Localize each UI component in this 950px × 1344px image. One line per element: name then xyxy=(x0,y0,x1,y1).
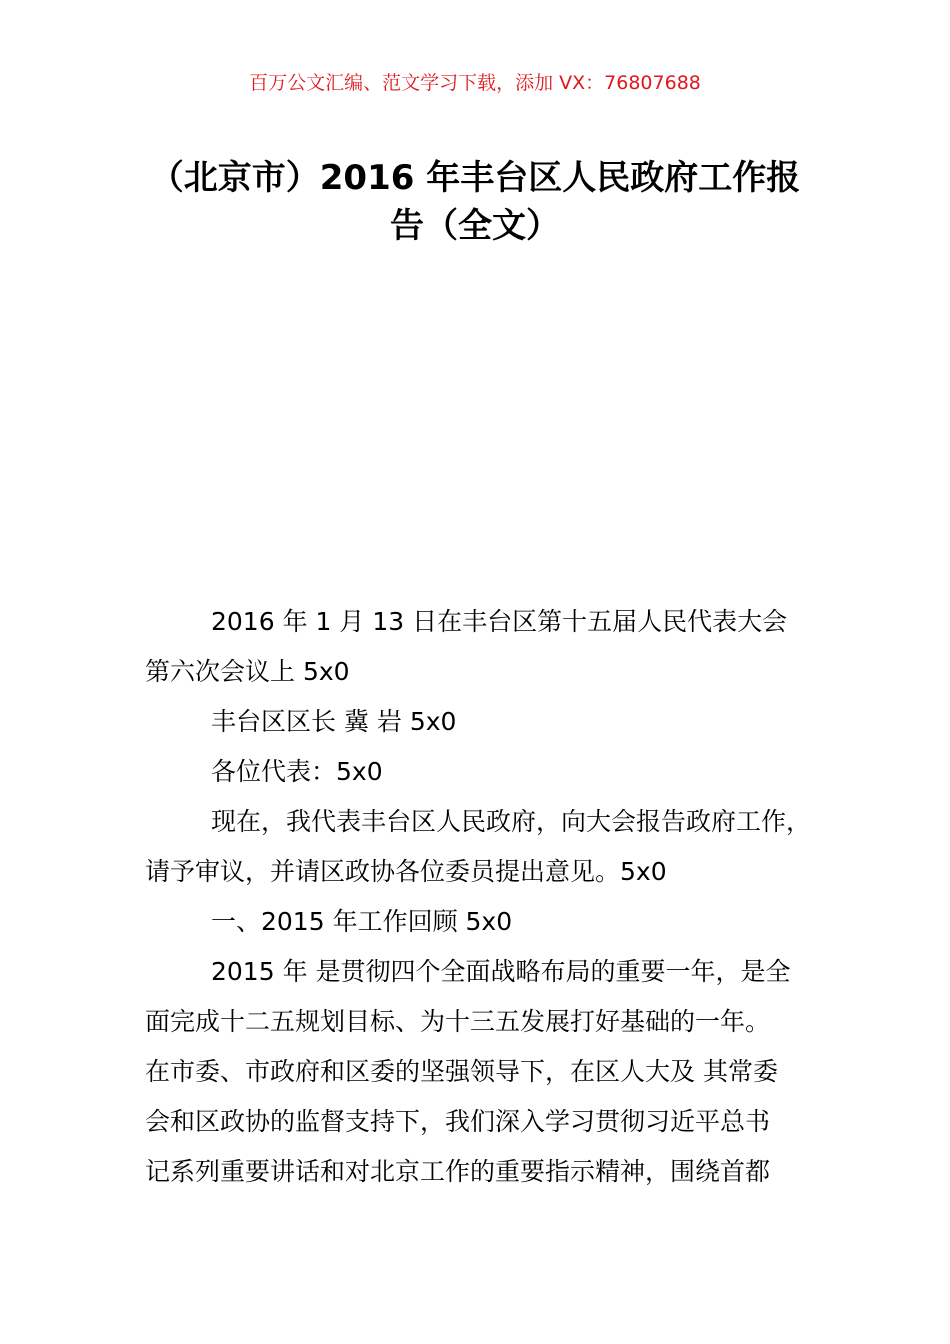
body-line: 请予审议，并请区政协各位委员提出意见。5x0 xyxy=(145,857,667,886)
body-line: 面完成十二五规划目标、为十三五发展打好基础的一年。 xyxy=(145,1007,771,1036)
watermark-header: 百万公文汇编、范文学习下载，添加 VX：76807688 xyxy=(249,72,701,94)
body-line: 2016 年 1 月 13 日在丰台区第十五届人民代表大会 xyxy=(211,607,788,636)
body-line: 一、2015 年工作回顾 5x0 xyxy=(211,907,513,936)
document-title-line-1: （北京市）2016 年丰台区人民政府工作报 xyxy=(149,158,801,198)
body-line: 2015 年 是贯彻四个全面战略布局的重要一年，是全 xyxy=(211,957,791,986)
body-line: 会和区政协的监督支持下，我们深入学习贯彻习近平总书 xyxy=(145,1107,771,1136)
body-line: 记系列重要讲话和对北京工作的重要指示精神，围绕首都 xyxy=(145,1157,771,1186)
body-line: 第六次会议上 5x0 xyxy=(145,657,350,686)
document-title-line-2: 告（全文） xyxy=(390,206,560,246)
body-line: 在市委、市政府和区委的坚强领导下，在区人大及 其常委 xyxy=(145,1057,778,1086)
body-line: 各位代表：5x0 xyxy=(211,757,383,786)
body-line: 丰台区区长 冀 岩 5x0 xyxy=(211,707,457,736)
body-line: 现在，我代表丰台区人民政府，向大会报告政府工作， xyxy=(211,807,812,836)
